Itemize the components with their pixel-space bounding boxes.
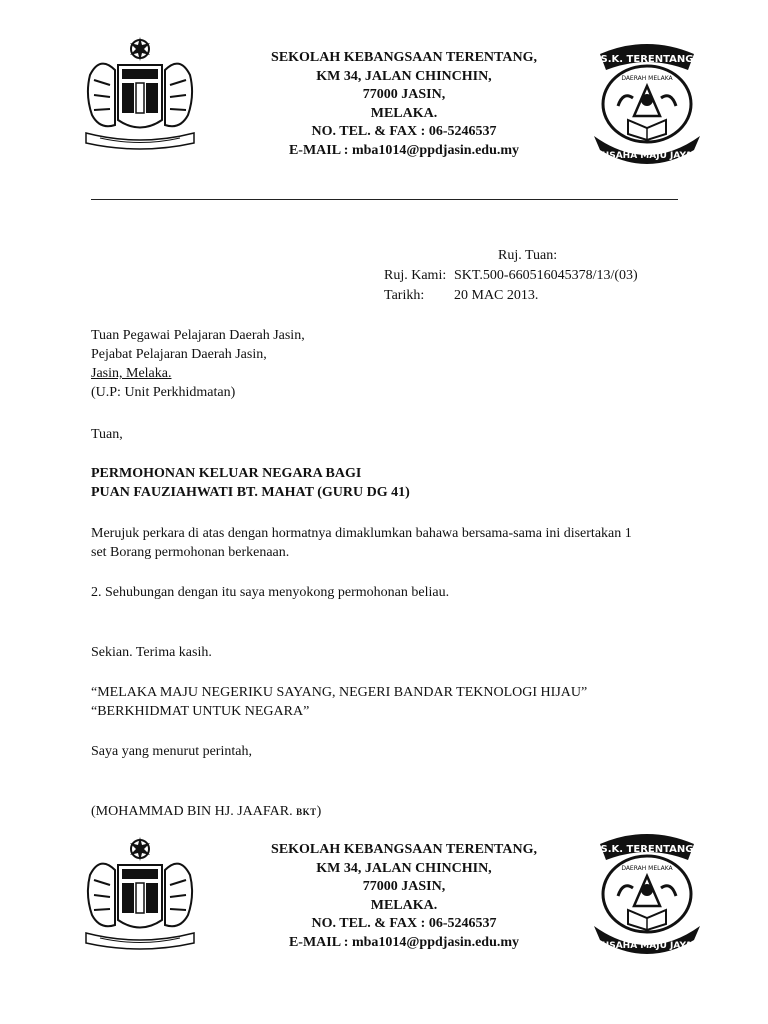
- school-name: SEKOLAH KEBANGSAAN TERENTANG,: [271, 842, 537, 857]
- letterhead-address: [204, 49, 604, 160]
- school-badge-icon: [588, 36, 706, 166]
- school-name: SEKOLAH KEBANGSAAN TERENTANG,: [271, 50, 537, 65]
- motto: [91, 683, 587, 721]
- address-line: 77000 JASIN,: [362, 879, 446, 894]
- email: E-MAIL : mba1014@ppdjasin.edu.my: [288, 142, 520, 158]
- motto-line: “MELAKA MAJU NEGERIKU SAYANG, NEGERI BANDAR TEKNOLOGI HIJAU”: [91, 685, 588, 700]
- ruj-kami-value: SKT.500-660516045378/13/(03): [454, 268, 638, 283]
- subject-line: PERMOHONAN KELUAR NEGARA BAGI: [91, 466, 362, 481]
- coat-of-arms-icon: [80, 35, 200, 153]
- recipient-address: [91, 326, 305, 402]
- phone-fax: NO. TEL. & FAX : 06-5246537: [311, 916, 497, 931]
- letterhead-address: [204, 841, 604, 952]
- subject: [91, 464, 410, 502]
- recipient-line: Pejabat Pelajaran Daerah Jasin,: [91, 347, 267, 362]
- recipient-attention: (U.P: Unit Perkhidmatan): [91, 385, 236, 400]
- letterhead-bottom: [0, 822, 768, 972]
- letterhead-top: [0, 0, 768, 170]
- badge-sub-text: DAERAH MELAKA: [621, 865, 673, 872]
- address-line: 77000 JASIN,: [362, 87, 446, 102]
- motto-line: “BERKHIDMAT UNTUK NEGARA”: [91, 704, 310, 719]
- sign-off: Saya yang menurut perintah,: [91, 744, 252, 759]
- address-line: MELAKA.: [370, 105, 438, 121]
- header-divider: [91, 199, 678, 200]
- badge-bottom-text: USAHA MAJU JAYA: [601, 151, 693, 161]
- ruj-kami-label: Ruj. Kami:: [384, 268, 447, 283]
- subject-line: PUAN FAUZIAHWATI BT. MAHAT (GURU DG 41): [91, 485, 410, 500]
- phone-fax: NO. TEL. & FAX : 06-5246537: [311, 124, 497, 139]
- paragraph-line: Merujuk perkara di atas dengan hormatnya dimaklumkan bahawa bersama-sama ini disertakan 1: [91, 526, 632, 541]
- recipient-line: Jasin, Melaka.: [91, 366, 172, 381]
- coat-of-arms-icon: [80, 835, 200, 953]
- signatory-name: (MOHAMMAD BIN HJ. JAAFAR.: [91, 804, 293, 819]
- paragraph-1: [91, 524, 632, 562]
- badge-top-text: S.K. TERENTANG: [600, 844, 694, 855]
- email: E-MAIL : mba1014@ppdjasin.edu.my: [288, 934, 520, 950]
- tarikh-value: 20 MAC 2013.: [454, 288, 539, 303]
- tarikh-label: Tarikh:: [384, 288, 425, 303]
- badge-top-text: S.K. TERENTANG: [600, 54, 694, 65]
- signatory-title: BKT: [296, 807, 317, 817]
- signatory-close: ): [316, 804, 322, 819]
- salutation: Tuan,: [91, 427, 123, 442]
- school-badge-icon: [588, 826, 706, 956]
- ruj-tuan-label: Ruj. Tuan:: [498, 248, 558, 263]
- closing-thanks: Sekian. Terima kasih.: [91, 645, 212, 660]
- paragraph-line: set Borang permohonan berkenaan.: [91, 545, 290, 560]
- address-line: KM 34, JALAN CHINCHIN,: [316, 68, 492, 84]
- badge-bottom-text: USAHA MAJU JAYA: [601, 941, 693, 951]
- paragraph-2: 2. Sehubungan dengan itu saya menyokong permohonan beliau.: [91, 585, 450, 600]
- signatory: [91, 802, 321, 822]
- address-line: MELAKA.: [370, 897, 438, 913]
- badge-sub-text: DAERAH MELAKA: [621, 75, 673, 82]
- address-line: KM 34, JALAN CHINCHIN,: [316, 860, 492, 876]
- recipient-line: Tuan Pegawai Pelajaran Daerah Jasin,: [91, 328, 305, 343]
